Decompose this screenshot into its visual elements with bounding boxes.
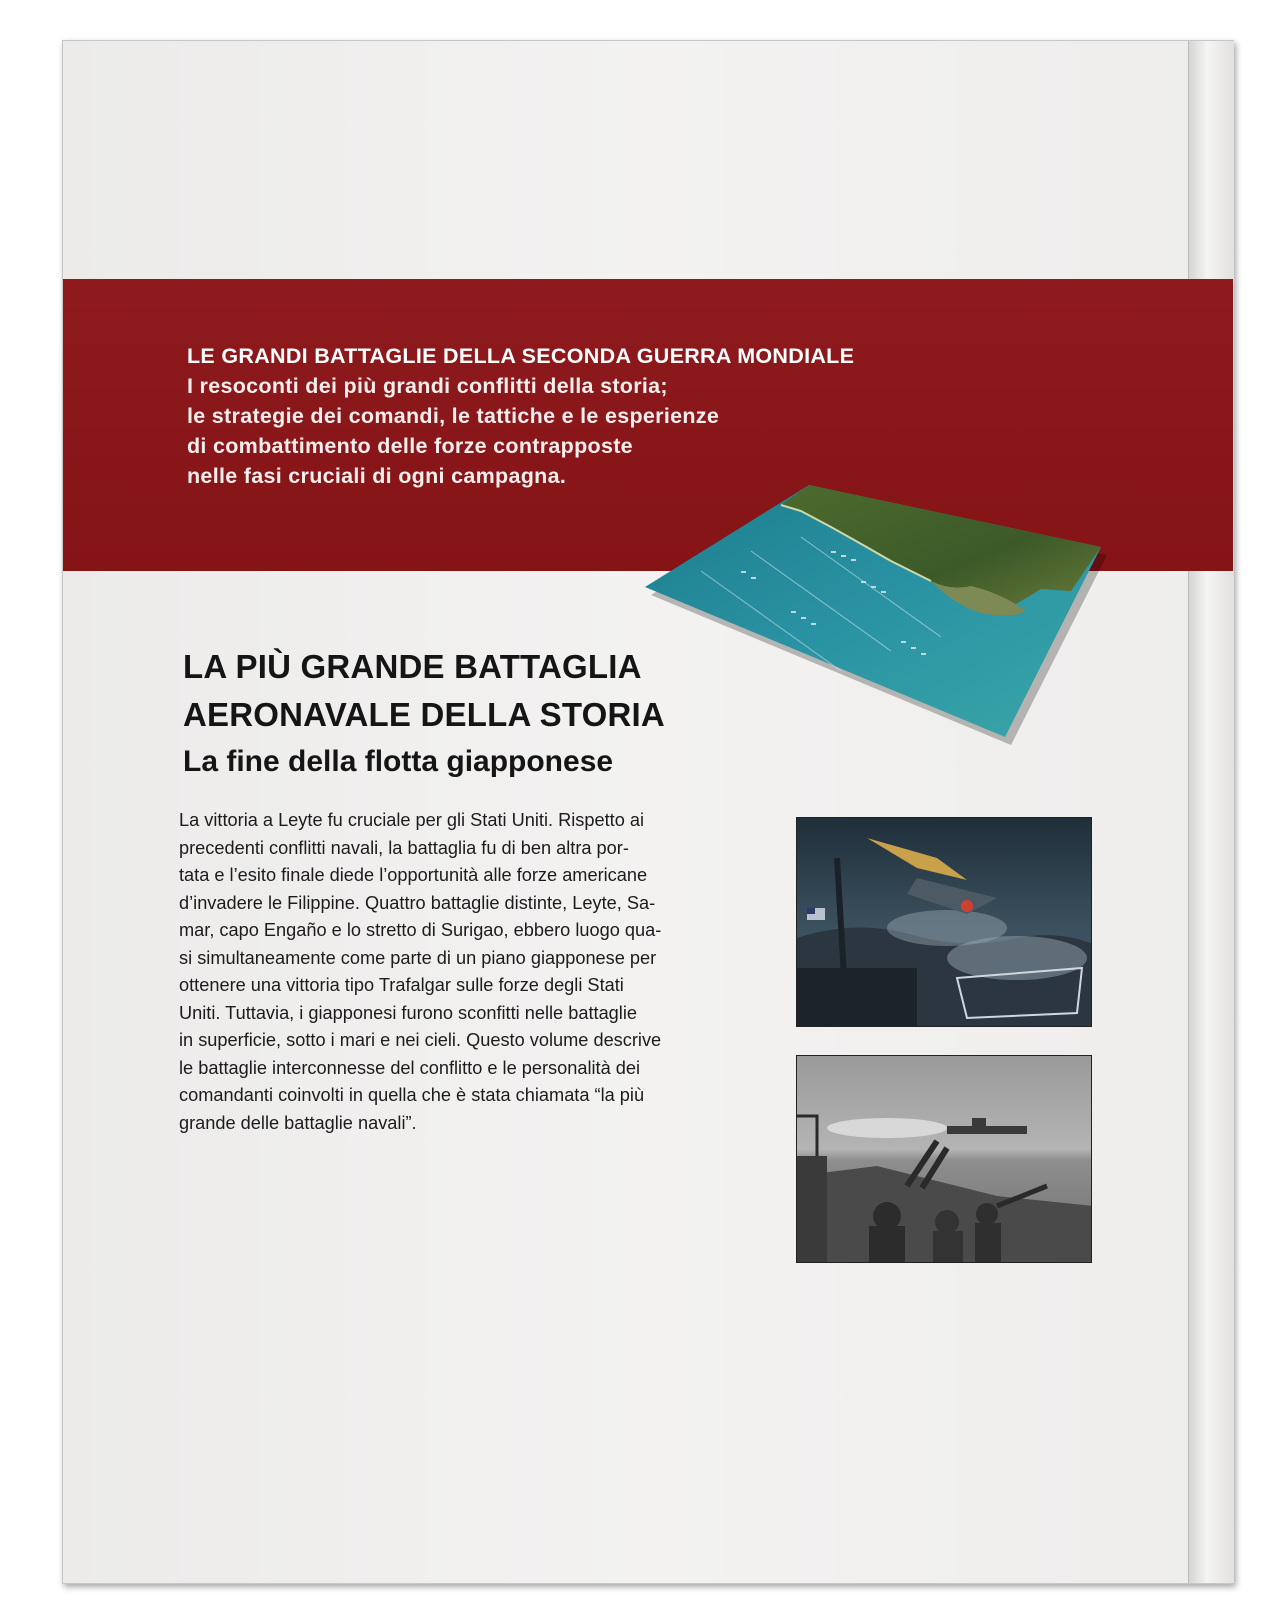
book-spine <box>1188 41 1234 1583</box>
warship-deck-photo <box>796 1055 1092 1263</box>
paragraph-line: grande delle battaglie navali”. <box>179 1112 417 1133</box>
paragraph-line: tata e l’esito finale diede l’opportunità alle forze americane <box>179 865 648 885</box>
paragraph-line: in superficie, sotto i mari e nei cieli. Questo volume descrive <box>179 1030 662 1050</box>
headline-subtitle: La fine della flotta giapponese <box>183 745 614 778</box>
paragraph-line: Uniti. Tuttavia, i giapponesi furono sconfitti nelle battaglie <box>179 1002 637 1023</box>
paragraph-line: comandanti coinvolti in quella che è stata chiamata “la più <box>179 1085 645 1105</box>
headline-line-1: LA PIÙ GRANDE BATTAGLIA <box>183 648 642 685</box>
kamikaze-attack-illustration <box>796 817 1092 1027</box>
paragraph-line: mar, capo Engaño e lo stretto di Surigao, ebbero luogo qua- <box>179 920 662 940</box>
book-back-cover <box>62 40 1234 1584</box>
paragraph-line: le battaglie interconnesse del conflitto e le personalità dei <box>179 1057 641 1078</box>
banner-line: di combattimento delle forze contrapposte <box>187 434 633 458</box>
description-paragraph <box>179 807 779 1137</box>
paragraph-line: d’invadere le Filippine. Quattro battaglie distinte, Leyte, Sa- <box>179 892 656 913</box>
banner-line: nelle fasi cruciali di ogni campagna. <box>187 464 567 488</box>
paragraph-line: La vittoria a Leyte fu cruciale per gli Stati Uniti. Rispetto ai <box>179 810 645 830</box>
headline-line-2: AERONAVALE DELLA STORIA <box>183 696 665 733</box>
series-title: LE GRANDI BATTAGLIE DELLA SECONDA GUERRA MONDIALE <box>187 344 855 368</box>
banner-line: I resoconti dei più grandi conflitti della storia; <box>187 374 668 398</box>
paragraph-line: si simultaneamente come parte di un piano giapponese per <box>179 947 657 968</box>
book-headline <box>183 643 883 783</box>
paragraph-line: ottenere una vittoria tipo Trafalgar sulle forze degli Stati <box>179 975 624 995</box>
paragraph-line: precedenti conflitti navali, la battaglia fu di ben altra por- <box>179 837 629 858</box>
banner-line: le strategie dei comandi, le tattiche e le esperienze <box>187 404 720 428</box>
